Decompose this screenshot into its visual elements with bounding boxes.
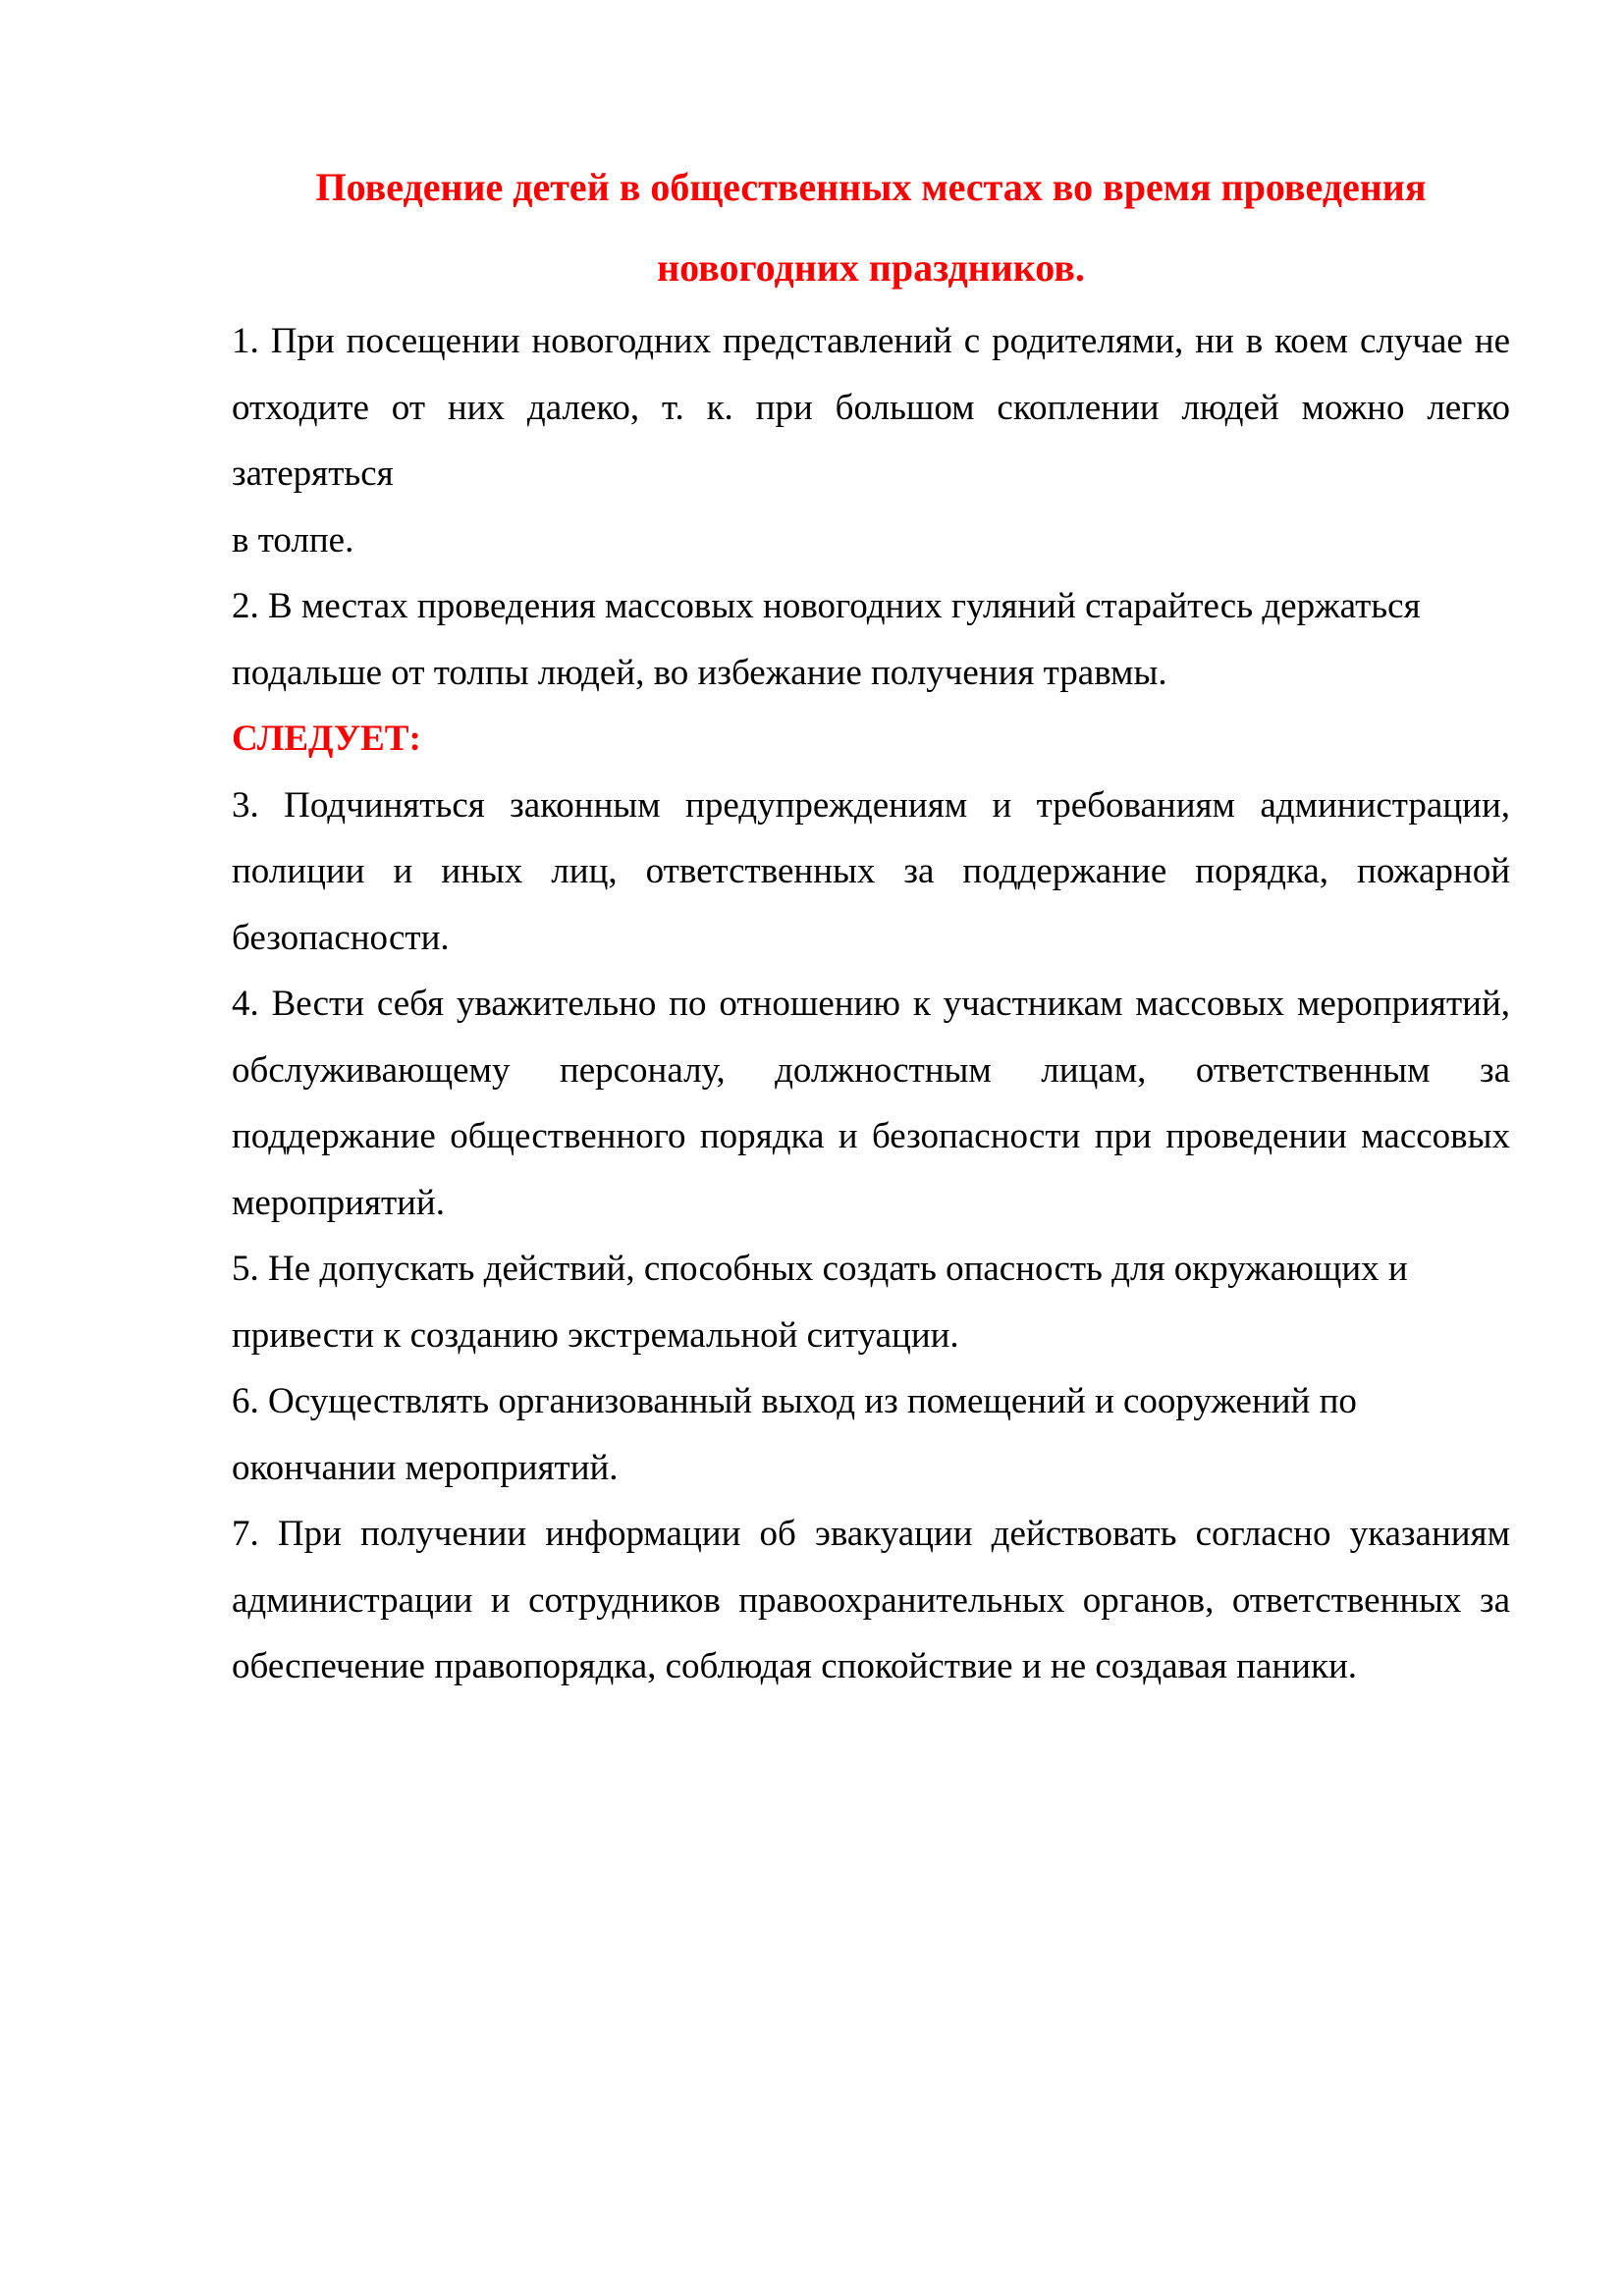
document-title: Поведение детей в общественных местах во время проведения новогодних праздников.: [315, 165, 1427, 290]
item-3: 3. Подчиняться законным предупреждениям и требованиям администрации, полиции и иных лиц, ответственных за поддержание порядка, пожарной безопасности.: [232, 784, 1510, 958]
should-heading: СЛЕДУЕТ:: [232, 719, 421, 759]
item-6: 6. Осуществлять организованный выход из помещений и сооружений по окончании мероприятий.: [232, 1381, 1357, 1488]
item-4: 4. Вести себя уважительно по отношению к участникам массовых мероприятий, обслуживающему персоналу, должностным лицам, ответственным за поддержание общественного порядка и безопасности при проведении массовых мероприятий.: [232, 984, 1510, 1223]
item-1: [232, 308, 1510, 573]
item-1-continuation: в толпе.: [232, 519, 354, 561]
item-5: 5. Не допускать действий, способных создать опасность для окружающих и привести к созданию экстремальной ситуации.: [232, 1249, 1408, 1356]
item-2: 2. В местах проведения массовых новогодних гуляний старайтесь держаться подальше от толпы людей, во избежание получения травмы.: [232, 586, 1421, 693]
item-7: 7. При получении информации об эвакуации действовать согласно указаниям администрации и сотрудников правоохранительных органов, ответственных за обеспечение правопорядка, соблюдая спокойствие и не создавая паники.: [232, 1514, 1510, 1686]
document-content: [232, 147, 1510, 1700]
item-1-text: 1. При посещении новогодних представлений с родителями, ни в коем случае не отходите от них далеко, т. к. при большом скоплении людей можно легко затеряться: [232, 321, 1510, 494]
